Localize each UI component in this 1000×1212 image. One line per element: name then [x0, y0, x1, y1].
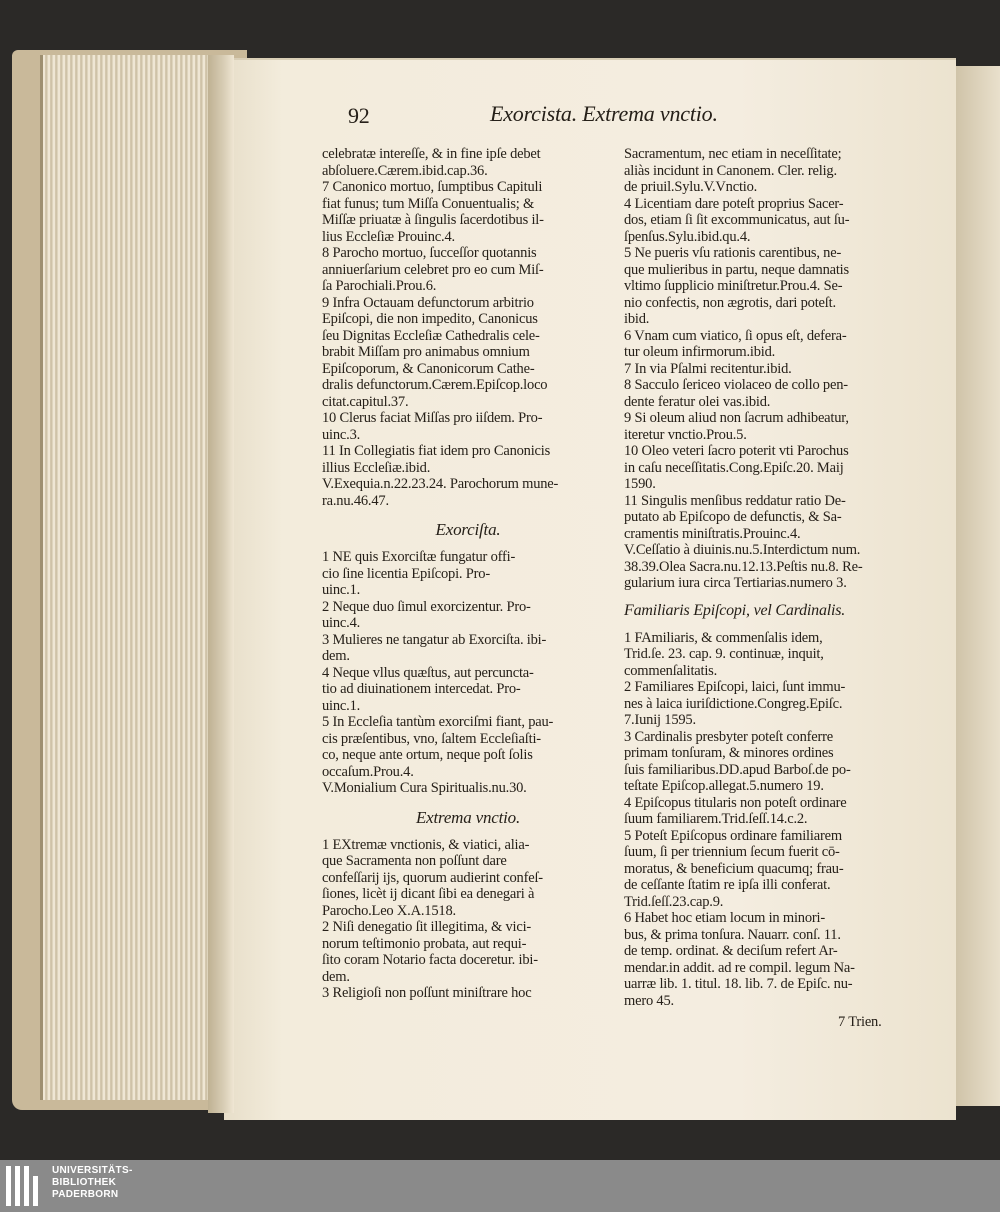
library-name-line: BIBLIOTHEK	[52, 1177, 117, 1188]
heading-extrema-vnctio: Extrema vnctio.	[416, 807, 520, 827]
text-line: ſa Parochiali.Prou.6.	[322, 278, 437, 294]
text-line: 4 Licentiam dare poteſt proprius Sacer-	[624, 195, 844, 212]
text-line: 5 Poteſt Epiſcopus ordinare familiarem	[624, 827, 842, 844]
text-line: Epiſcopi, die non impedito, Canonicus	[322, 311, 538, 327]
text-line: iteretur vnctio.Prou.5.	[624, 426, 747, 443]
text-line: Parocho.Leo X.A.1518.	[322, 902, 456, 919]
text-line: putato ab Epiſcopo de defunctis, & Sa-	[624, 509, 842, 525]
text-line: 8 Sacculo ſericeo violaceo de collo pen-	[624, 377, 848, 393]
text-line: bus, & prima tonſura. Nauarr. conſ. 11.	[624, 926, 841, 943]
text-line: primam tonſuram, & minores ordines	[624, 745, 834, 761]
left-lines	[322, 146, 614, 509]
text-line: 9 Si oleum aliud non ſacrum adhibeatur,	[624, 410, 849, 426]
text-line: 38.39.Olea Sacra.nu.12.13.Peſtis nu.8. Re-	[624, 558, 863, 575]
text-line: nes à laica iuriſdictione.Congreg.Epiſc.	[624, 695, 843, 712]
heading-exorcista: Exorciſta.	[435, 520, 501, 539]
text-line: 10 Clerus faciat Miſſas pro iiſdem. Pro-	[322, 410, 543, 426]
text-line: cis præſentibus, vno, ſaltem Eccleſiaſti-	[322, 730, 541, 747]
text-line: de priuil.Sylu.V.Vnctio.	[624, 179, 758, 195]
page-number: 92	[348, 103, 370, 128]
text-line: illius Eccleſiæ.ibid.	[322, 459, 431, 476]
text-line: 2 Familiares Epiſcopi, laici, ſunt immu-	[624, 679, 846, 695]
text-line: tio ad diuinationem intercedat. Pro-	[322, 681, 521, 697]
text-line: de temp. ordinat. & deciſum refert Ar-	[624, 943, 838, 959]
text-line: 1 EXtremæ vnctionis, & viatici, alia-	[322, 836, 530, 853]
text-line: 11 Singulis menſibus reddatur ratio De-	[624, 492, 846, 509]
text-line: ſuum, ſi per triennium ſecum fuerit cō-	[624, 844, 840, 860]
text-line: ſpenſus.Sylu.ibid.qu.4.	[624, 228, 751, 245]
text-line: Miſſæ priuatæ à ſingulis ſacerdotibus il-	[322, 212, 544, 228]
heading-familiaris: Familiaris Epiſcopi, vel Cardinalis.	[624, 601, 846, 619]
text-line: de ceſſante ſtatim re ipſa illi conferat.	[624, 877, 831, 893]
text-line: 6 Vnam cum viatico, ſi opus eſt, defera-	[624, 327, 847, 344]
catch-word: 7 Trien.	[838, 1014, 882, 1030]
library-name-line: UNIVERSITÄTS-	[52, 1165, 133, 1176]
text-line: abſoluere.Cærem.ibid.cap.36.	[322, 162, 488, 179]
text-line: ſuis familiaribus.DD.apud Barboſ.de po-	[624, 761, 851, 778]
text-line: 7 Canonico mortuo, ſumptibus Capituli	[322, 179, 543, 195]
text-line: 7 In via Pſalmi recitentur.ibid.	[624, 360, 792, 377]
exorcista-lines	[322, 549, 614, 797]
text-line: que Sacramenta non poſſunt dare	[322, 853, 507, 869]
text-line: 2 Neque duo ſimul exorcizentur. Pro-	[322, 598, 531, 615]
text-line: norum teſtimonio probata, aut requi-	[322, 935, 527, 952]
text-line: confeſſarij ijs, quorum audierint confeſ-	[322, 869, 543, 886]
text-line: moratus, & beneficium quacumq; frau-	[624, 860, 844, 877]
text-line: commenſalitatis.	[624, 662, 718, 679]
text-line: brabit Miſſam pro animabus omnium	[322, 344, 530, 360]
text-line: Epiſcoporum, & Canonicorum Cathe-	[322, 360, 535, 377]
text-line: tur oleum infirmorum.ibid.	[624, 344, 776, 360]
text-line: cramentis miniſtratis.Prouinc.4.	[624, 525, 801, 542]
text-line: vltimo ſupplicio miniſtretur.Prou.4. Se-	[624, 278, 843, 294]
right-lines	[624, 146, 908, 592]
text-line: ſiones, licèt ij dicant ſibi ea denegari à	[322, 886, 535, 902]
text-line: dos, etiam ſi ſit excommunicatus, aut ſu-	[624, 212, 850, 228]
text-line: dem.	[322, 968, 350, 985]
book-gutter	[208, 55, 234, 1113]
library-name	[52, 1165, 133, 1201]
text-line: 5 Ne pueris vſu rationis carentibus, ne-	[624, 245, 842, 261]
text-line: in caſu neceſſitatis.Cong.Epiſc.20. Maij	[624, 459, 844, 476]
text-line: gularium iura circa Tertiarias.numero 3.	[624, 575, 847, 591]
text-line: cio ſine licentia Epiſcopi. Pro-	[322, 565, 490, 582]
text-line: uinc.1.	[322, 582, 361, 598]
text-line: citat.capitul.37.	[322, 393, 409, 410]
right-column	[624, 146, 908, 1009]
text-line: 11 In Collegiatis fiat idem pro Canonicis	[322, 443, 551, 459]
text-line: 1590.	[624, 476, 656, 492]
extrema-lines	[322, 837, 614, 1002]
text-line: dralis defunctorum.Cærem.Epiſcop.loco	[322, 377, 548, 393]
text-line: V.Ceſſatio à diuinis.nu.5.Interdictum num.	[624, 542, 861, 558]
familiaris-lines	[624, 630, 908, 1010]
text-line: lius Eccleſiæ Prouinc.4.	[322, 228, 455, 245]
text-line: 3 Religioſi non poſſunt miniſtrare hoc	[322, 985, 532, 1001]
text-line: ſeu Dignitas Eccleſiæ Cathedralis cele-	[322, 327, 540, 344]
text-line: 3 Cardinalis presbyter poteſt conferre	[624, 728, 834, 745]
text-line: teſtate Epiſcop.allegat.5.numero 19.	[624, 778, 824, 794]
text-line: dente feratur olei vas.ibid.	[624, 393, 771, 410]
text-line: uinc.1.	[322, 697, 361, 714]
text-line: 9 Infra Octauam defunctorum arbitrio	[322, 294, 534, 311]
text-line: uinc.4.	[322, 615, 361, 631]
text-line: 3 Mulieres ne tangatur ab Exorciſta. ibi-	[322, 631, 547, 648]
text-line: 10 Oleo veteri ſacro poterit vti Parochus	[624, 443, 849, 459]
facing-page-edge	[955, 66, 1000, 1106]
page-edges	[40, 55, 225, 1100]
text-line: mero 45.	[624, 992, 674, 1009]
running-head: Exorcista. Extrema vnctio.	[490, 101, 718, 126]
text-line: ſito coram Notario facta doceretur. ibi-	[322, 952, 538, 968]
text-line: dem.	[322, 648, 350, 664]
text-line: 5 In Eccleſia tantùm exorciſmi fiant, pau-	[322, 714, 554, 730]
text-line: V.Exequia.n.22.23.24. Parochorum mune-	[322, 476, 559, 492]
text-line: ſuum familiarem.Trid.ſeſſ.14.c.2.	[624, 811, 808, 827]
text-line: ra.nu.46.47.	[322, 492, 389, 509]
text-line: aliàs incidunt in Canonem. Cler. relig.	[624, 162, 837, 179]
text-line: 4 Epiſcopus titularis non poteſt ordinare	[624, 794, 847, 811]
text-line: 2 Niſi denegatio ſit illegitima, & vici-	[322, 919, 532, 935]
text-line: fiat funus; tum Miſſa Conuentualis; &	[322, 195, 535, 212]
text-line: mendar.in addit. ad re compil. legum Na-	[624, 959, 855, 976]
library-name-line: PADERBORN	[52, 1189, 119, 1200]
text-line: occaſum.Prou.4.	[322, 763, 414, 780]
text-line: 7.Iunij 1595.	[624, 712, 696, 728]
library-logo-icon	[6, 1166, 46, 1206]
text-line: 4 Neque vllus quæſtus, aut percuncta-	[322, 664, 534, 681]
text-line: V.Monialium Cura Spiritualis.nu.30.	[322, 780, 527, 796]
text-line: uarræ lib. 1. titul. 18. lib. 7. de Epiſc. nu-	[624, 976, 853, 992]
text-line: uinc.3.	[322, 426, 361, 443]
text-line: Trid.ſe. 23. cap. 9. continuæ, inquit,	[624, 646, 824, 662]
text-line: 1 NE quis Exorciſtæ fungatur offi-	[322, 549, 516, 565]
text-line: Trid.ſeſſ.23.cap.9.	[624, 893, 724, 910]
text-line: nio confectis, non ægrotis, dari poteſt.	[624, 294, 836, 311]
text-line: que mulieribus in partu, neque damnatis	[624, 261, 849, 278]
text-line: Sacramentum, nec etiam in neceſſitate;	[624, 146, 842, 162]
text-line: ibid.	[624, 311, 650, 327]
text-line: 8 Parocho mortuo, ſucceſſor quotannis	[322, 245, 537, 261]
text-line: 1 FAmiliaris, & commenſalis idem,	[624, 629, 823, 646]
left-column	[322, 146, 614, 1002]
library-footer	[0, 1160, 1000, 1212]
text-line: 6 Habet hoc etiam locum in minori-	[624, 910, 825, 926]
text-line: anniuerſarium celebret pro eo cum Miſ-	[322, 261, 544, 278]
text-line: co, neque ante ortum, neque poſt ſolis	[322, 747, 533, 763]
text-line: celebratæ intereſſe, & in fine ipſe debet	[322, 146, 541, 162]
